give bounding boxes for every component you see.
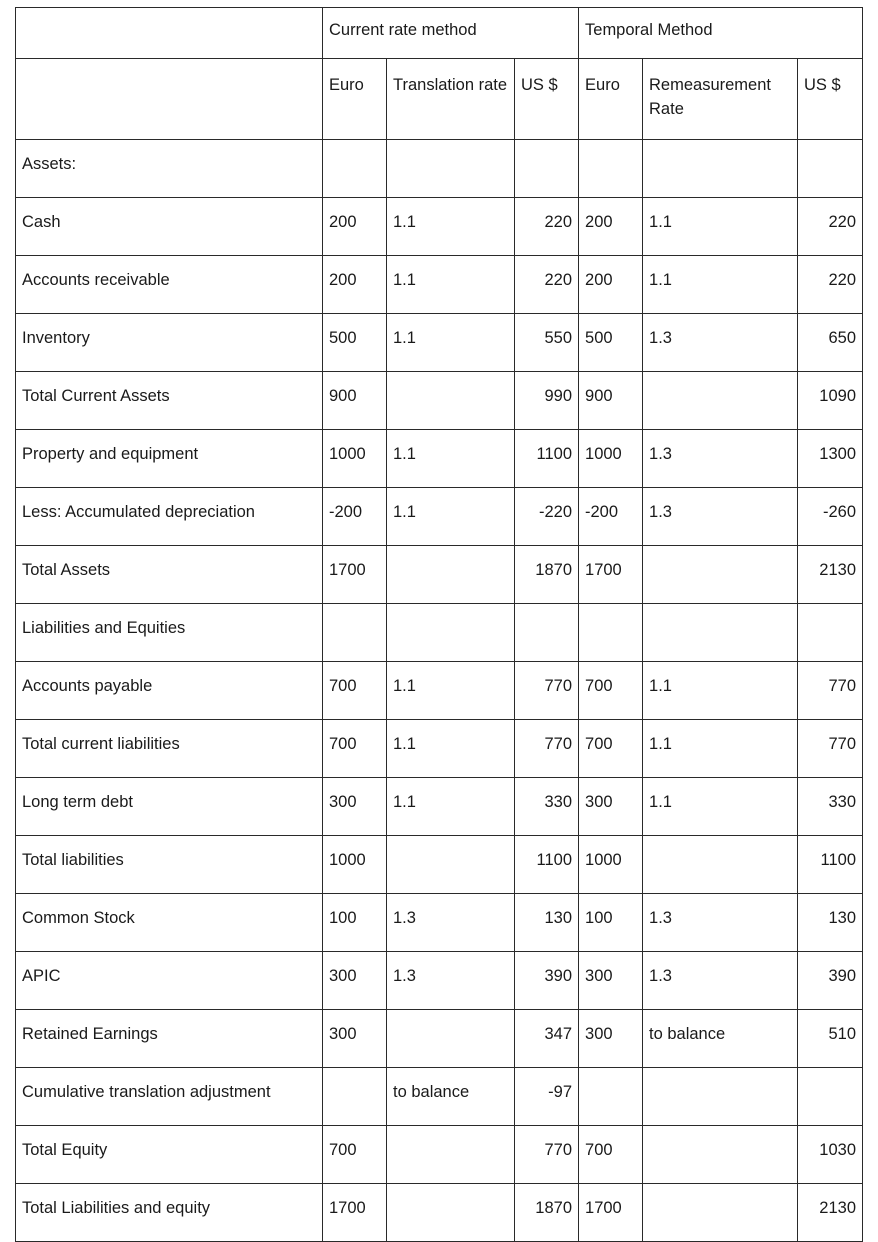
cell-usd-current	[515, 140, 579, 198]
cell-usd-current: -97	[515, 1068, 579, 1126]
cell-translation-rate	[387, 372, 515, 430]
table-row	[16, 1010, 863, 1068]
cell-usd-temporal: 2130	[798, 1184, 863, 1242]
cell-usd-current: 390	[515, 952, 579, 1010]
temporal-method-header: Temporal Method	[579, 8, 863, 59]
table-row	[16, 372, 863, 430]
cell-remeasurement-rate	[643, 1184, 798, 1242]
table-row	[16, 894, 863, 952]
cell-euro-temporal: 1000	[579, 836, 643, 894]
cell-usd-temporal	[798, 1068, 863, 1126]
table-row	[16, 140, 863, 198]
table-row	[16, 952, 863, 1010]
cell-euro-current: 1000	[323, 836, 387, 894]
col-header-euro-temporal: Euro	[579, 59, 643, 140]
cell-usd-current: 220	[515, 256, 579, 314]
table-row	[16, 314, 863, 372]
cell-usd-temporal: 1100	[798, 836, 863, 894]
cell-remeasurement-rate	[643, 372, 798, 430]
cell-usd-temporal	[798, 604, 863, 662]
row-label: Retained Earnings	[16, 1010, 323, 1068]
cell-euro-temporal: 900	[579, 372, 643, 430]
cell-translation-rate: 1.1	[387, 488, 515, 546]
cell-remeasurement-rate	[643, 1126, 798, 1184]
table-row	[16, 720, 863, 778]
cell-translation-rate	[387, 1126, 515, 1184]
row-label: Assets:	[16, 140, 323, 198]
cell-usd-temporal: 1300	[798, 430, 863, 488]
row-label: Property and equipment	[16, 430, 323, 488]
corner-cell	[16, 8, 323, 59]
cell-euro-current: -200	[323, 488, 387, 546]
row-label: Accounts payable	[16, 662, 323, 720]
cell-euro-current: 700	[323, 1126, 387, 1184]
row-label: Long term debt	[16, 778, 323, 836]
cell-euro-temporal: 1000	[579, 430, 643, 488]
cell-usd-temporal: -260	[798, 488, 863, 546]
cell-translation-rate	[387, 140, 515, 198]
cell-euro-temporal: 100	[579, 894, 643, 952]
cell-usd-current: 130	[515, 894, 579, 952]
table-row	[16, 546, 863, 604]
cell-translation-rate: to balance	[387, 1068, 515, 1126]
cell-remeasurement-rate	[643, 836, 798, 894]
cell-euro-current: 200	[323, 256, 387, 314]
cell-usd-current: 1100	[515, 430, 579, 488]
cell-remeasurement-rate: 1.3	[643, 952, 798, 1010]
table-row	[16, 430, 863, 488]
col-header-translation-rate: Translation rate	[387, 59, 515, 140]
row-label: Total Assets	[16, 546, 323, 604]
cell-usd-temporal: 650	[798, 314, 863, 372]
cell-euro-temporal: 700	[579, 662, 643, 720]
cell-usd-current: 770	[515, 720, 579, 778]
cell-euro-current: 700	[323, 662, 387, 720]
cell-euro-current: 900	[323, 372, 387, 430]
cell-remeasurement-rate: 1.3	[643, 488, 798, 546]
cell-euro-current: 500	[323, 314, 387, 372]
cell-translation-rate: 1.1	[387, 430, 515, 488]
cell-translation-rate: 1.1	[387, 256, 515, 314]
sub-header-corner-cell	[16, 59, 323, 140]
table-row	[16, 1184, 863, 1242]
sub-header-row	[16, 59, 863, 140]
cell-euro-temporal: 300	[579, 778, 643, 836]
cell-translation-rate: 1.1	[387, 198, 515, 256]
cell-remeasurement-rate: 1.1	[643, 778, 798, 836]
row-label: Cumulative translation adjustment	[16, 1068, 323, 1126]
cell-euro-current: 300	[323, 952, 387, 1010]
cell-usd-current: 1100	[515, 836, 579, 894]
cell-euro-current: 300	[323, 778, 387, 836]
row-label: APIC	[16, 952, 323, 1010]
cell-remeasurement-rate: 1.1	[643, 198, 798, 256]
cell-translation-rate	[387, 546, 515, 604]
cell-euro-temporal: 300	[579, 952, 643, 1010]
row-label: Common Stock	[16, 894, 323, 952]
cell-euro-current	[323, 140, 387, 198]
row-label: Total Liabilities and equity	[16, 1184, 323, 1242]
cell-translation-rate	[387, 1184, 515, 1242]
cell-remeasurement-rate: to balance	[643, 1010, 798, 1068]
table-row	[16, 488, 863, 546]
row-label: Less: Accumulated depreciation	[16, 488, 323, 546]
cell-euro-current: 200	[323, 198, 387, 256]
cell-remeasurement-rate: 1.3	[643, 430, 798, 488]
cell-euro-temporal: 500	[579, 314, 643, 372]
cell-euro-current: 700	[323, 720, 387, 778]
cell-remeasurement-rate: 1.3	[643, 314, 798, 372]
row-label: Inventory	[16, 314, 323, 372]
cell-usd-current: 1870	[515, 546, 579, 604]
row-label: Total Equity	[16, 1126, 323, 1184]
cell-usd-current: 770	[515, 1126, 579, 1184]
cell-translation-rate: 1.1	[387, 778, 515, 836]
cell-remeasurement-rate: 1.1	[643, 256, 798, 314]
cell-euro-temporal	[579, 1068, 643, 1126]
cell-usd-current: 1870	[515, 1184, 579, 1242]
cell-translation-rate: 1.1	[387, 720, 515, 778]
cell-euro-temporal: 700	[579, 1126, 643, 1184]
cell-euro-temporal: 1700	[579, 1184, 643, 1242]
cell-usd-current: 990	[515, 372, 579, 430]
current-rate-method-header: Current rate method	[323, 8, 579, 59]
cell-usd-temporal: 390	[798, 952, 863, 1010]
cell-euro-temporal: 700	[579, 720, 643, 778]
cell-usd-temporal: 510	[798, 1010, 863, 1068]
balance-sheet-table	[15, 7, 863, 1242]
col-header-usd-current: US $	[515, 59, 579, 140]
cell-translation-rate: 1.1	[387, 314, 515, 372]
cell-translation-rate	[387, 1010, 515, 1068]
cell-euro-temporal: 300	[579, 1010, 643, 1068]
col-header-usd-temporal: US $	[798, 59, 863, 140]
cell-usd-current: 330	[515, 778, 579, 836]
cell-euro-current: 100	[323, 894, 387, 952]
cell-remeasurement-rate: 1.3	[643, 894, 798, 952]
cell-translation-rate: 1.3	[387, 952, 515, 1010]
cell-usd-temporal	[798, 140, 863, 198]
cell-usd-temporal: 220	[798, 256, 863, 314]
cell-euro-temporal: 200	[579, 256, 643, 314]
table-container	[15, 7, 863, 1242]
table-row	[16, 604, 863, 662]
cell-usd-temporal: 220	[798, 198, 863, 256]
row-label: Liabilities and Equities	[16, 604, 323, 662]
cell-usd-temporal: 1030	[798, 1126, 863, 1184]
cell-euro-current: 300	[323, 1010, 387, 1068]
col-header-remeasurement-rate: Remeasurement Rate	[643, 59, 798, 140]
cell-usd-temporal: 330	[798, 778, 863, 836]
cell-euro-temporal	[579, 140, 643, 198]
cell-translation-rate: 1.1	[387, 662, 515, 720]
cell-usd-current: 550	[515, 314, 579, 372]
table-row	[16, 1068, 863, 1126]
table-row	[16, 662, 863, 720]
cell-usd-current: 347	[515, 1010, 579, 1068]
cell-remeasurement-rate	[643, 604, 798, 662]
cell-translation-rate	[387, 836, 515, 894]
table-row	[16, 256, 863, 314]
table-row	[16, 1126, 863, 1184]
cell-euro-current: 1700	[323, 1184, 387, 1242]
cell-usd-temporal: 770	[798, 662, 863, 720]
cell-euro-current	[323, 604, 387, 662]
cell-remeasurement-rate: 1.1	[643, 720, 798, 778]
row-label: Accounts receivable	[16, 256, 323, 314]
cell-remeasurement-rate	[643, 1068, 798, 1126]
table-row	[16, 778, 863, 836]
col-header-euro-current: Euro	[323, 59, 387, 140]
cell-usd-current: 770	[515, 662, 579, 720]
row-label: Total Current Assets	[16, 372, 323, 430]
cell-euro-current: 1000	[323, 430, 387, 488]
cell-euro-temporal	[579, 604, 643, 662]
table-row	[16, 836, 863, 894]
table-row	[16, 198, 863, 256]
row-label: Cash	[16, 198, 323, 256]
cell-usd-current	[515, 604, 579, 662]
cell-translation-rate: 1.3	[387, 894, 515, 952]
cell-usd-temporal: 2130	[798, 546, 863, 604]
cell-usd-temporal: 1090	[798, 372, 863, 430]
cell-remeasurement-rate	[643, 546, 798, 604]
row-label: Total liabilities	[16, 836, 323, 894]
cell-translation-rate	[387, 604, 515, 662]
cell-remeasurement-rate	[643, 140, 798, 198]
group-header-row	[16, 8, 863, 59]
cell-euro-temporal: 1700	[579, 546, 643, 604]
cell-euro-current	[323, 1068, 387, 1126]
cell-usd-current: -220	[515, 488, 579, 546]
cell-euro-temporal: 200	[579, 198, 643, 256]
cell-usd-temporal: 770	[798, 720, 863, 778]
cell-euro-temporal: -200	[579, 488, 643, 546]
cell-usd-current: 220	[515, 198, 579, 256]
cell-usd-temporal: 130	[798, 894, 863, 952]
cell-remeasurement-rate: 1.1	[643, 662, 798, 720]
cell-euro-current: 1700	[323, 546, 387, 604]
row-label: Total current liabilities	[16, 720, 323, 778]
